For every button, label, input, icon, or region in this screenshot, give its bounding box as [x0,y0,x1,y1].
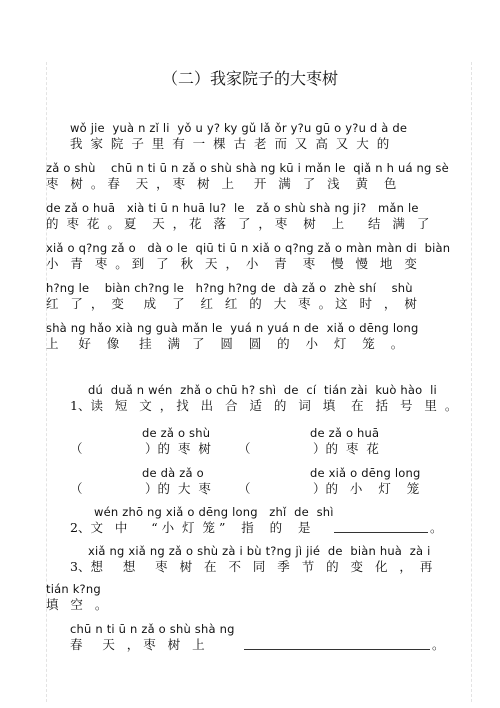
passage-pinyin-2: zǎ o shù chū n ti ū n zǎ o shù shà ng kū i mǎn le qiǎ n h uá ng sè [46,161,449,175]
passage-pinyin-5: h?ng le biàn ch?ng le h?ng h?ng de dà zǎ o zhè shí shù [46,281,413,295]
q1-item-3[interactable]: （ ）的 大 枣 [70,481,211,496]
passage-hanzi-2: 枣 树 。 春 天 ， 枣 树 上 开 满 了 浅 黄 色 [46,176,397,191]
q3-prompt-2: 填 空 。 [46,597,108,612]
q4-end-mark: 。 [432,637,445,652]
q4-answer-line[interactable] [244,649,430,650]
passage-hanzi-6: 上 好 像 挂 满 了 圆 圆 的 小 灯 笼 。 [46,336,404,351]
q2-prompt: 2、文 中 “ 小 灯 笼 ” 指 的 是 [70,520,311,535]
passage-hanzi-5: 红 了 ， 变 成 了 红 红 的 大 枣 。 这 时 ， 树 [46,296,417,311]
page-title: （二）我家院子的大枣树 [161,69,338,88]
passage-pinyin-4: xiǎ o q?ng zǎ o dà o le qiū ti ū n xiǎ o q?ng zǎ o màn màn di biàn [46,241,451,255]
passage-hanzi-1: 我 家 院 子 里 有 一 棵 古 老 而 又 高 又 大 的 [70,136,390,151]
passage-pinyin-3: de zǎ o huā xià ti ū n huā lu? le zǎ o shù shà ng ji? mǎn le [46,201,419,215]
q2-end-mark: 。 [430,520,443,535]
q3-prompt: 3、想 想 枣 树 在 不 同 季 节 的 变 化 ， 再 [70,559,433,574]
q4-prompt: 春 天 ， 枣 树 上 [70,637,205,652]
q1-prompt: 1、读 短 文 ， 找 出 合 适 的 词 填 在 括 号 里 。 [70,398,458,413]
q1-item-1[interactable]: （ ）的 枣 树 [70,441,211,456]
q1-item-3-pinyin: de dà zǎ o [142,466,204,480]
passage-pinyin-6: shà ng hǎo xià ng guà mǎn le yuá n yuá n de xiǎ o dēng long [46,321,419,335]
q1-item-4-pinyin: de xiǎ o dēng long [310,466,421,480]
passage-hanzi-4: 小 青 枣 。 到 了 秋 天 ， 小 青 枣 慢 慢 地 变 [46,256,417,271]
q3-pinyin: xiǎ ng xiǎ ng zǎ o shù zà i bù t?ng jì jié de biàn huà zà i [88,544,431,558]
page-frame [46,62,472,702]
q3-pinyin-2: tián k?ng [46,582,101,596]
q2-pinyin: wén zhō ng xiǎ o dēng long zhǐ de shì [94,505,334,519]
q1-item-1-pinyin: de zǎ o shù [142,426,211,440]
passage-hanzi-3: 的 枣 花 。 夏 天 ， 花 落 了 ， 枣 树 上 结 满 了 [46,216,430,231]
passage-pinyin-1: wǒ jie yuà n zǐ li yǒ u y? ky gǔ lǎ ǒr y?u gū o y?u d à de [70,121,408,135]
q1-pinyin: dú duǎ n wén zhǎ o chū h? shì de cí tián zài kuò hào li [88,383,437,397]
q4-pinyin: chū n ti ū n zǎ o shù shà ng [70,622,235,636]
q1-item-4[interactable]: （ ）的 小 灯 笼 [238,481,420,496]
q2-answer-line[interactable] [334,532,428,533]
q1-item-2-pinyin: de zǎ o huā [310,426,380,440]
q1-item-2[interactable]: （ ）的 枣 花 [238,441,379,456]
